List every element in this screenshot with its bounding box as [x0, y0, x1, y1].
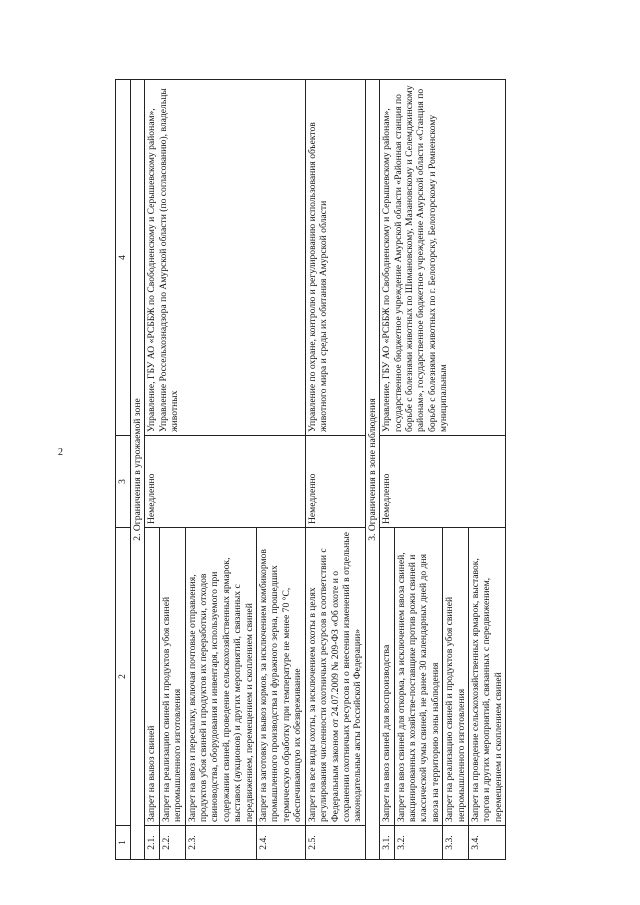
restrictions-table [115, 79, 506, 860]
measure-cell: Запрет на все виды охоты, за исключением охоты в целях регулирования численности охотничьих ресурсов в соответствии с Федеральным законом от 24.07.2009 № 209-ФЗ «Об охоте и о сохранении охотничьих ресурсов и о внесении изменений в отдельные законодательные акты Российской Федерации» [305, 528, 365, 826]
measure-cell: Запрет на проведение сельскохозяйственных ярмарок, выставок, торгов и других мероприятий, связанных с передвижением, перемещением и скоплением свиней [468, 528, 505, 826]
page-number: 2 [58, 447, 63, 458]
row-number: 2.1. [145, 826, 159, 860]
row-number: 2.5. [305, 826, 365, 860]
section-2-title: 2. Ограничения в угрожаемой зоне [131, 80, 145, 860]
row-number: 2.2. [159, 826, 185, 860]
responsible-cell: Управление, ГБУ АО «РСББЖ по Свободненскому и Серышевскому районам», Управление Россельхознадзора по Амурской области (по согласованию), владельцы животных [145, 80, 305, 436]
table-row [380, 80, 394, 860]
rotated-table-container [115, 80, 585, 860]
header-row [116, 80, 131, 860]
measure-cell: Запрет на ввоз и пересылку, включая почтовые отправления, продуктов убоя свиней и продуктов их переработки, отходов свиноводства, оборудования и инвентаря, используемого при содержании свиней, проведение сельскохозяйственных ярмарок, выставок (аукционов) и других мероприятий, связанных с передвижением, перемещением и скоплением свиней [185, 528, 256, 826]
header-col-3: 3 [116, 436, 131, 528]
row-number: 2.4. [257, 826, 306, 860]
deadline-cell: Немедленно [145, 436, 305, 528]
section-3-title: 3. Ограничения в зоне наблюдения [365, 80, 379, 860]
responsible-cell: Управление, ГБУ АО «РСББЖ по Свободненскому и Серышевскому районам», государственное бюджетное учреждение Амурской области «Районная станция по борьбе с болезнями животных по Шимановскому, Мазановскому и Селемджинскому районам», государственное бюджетное учреждение Амурской области «Станция по борьбе с болезнями животных по г. Белогорску, Белогорскому и Ромненскому муниципальным [380, 80, 506, 436]
header-col-4: 4 [116, 80, 131, 436]
table-row [145, 80, 159, 860]
header-col-2: 2 [116, 528, 131, 826]
measure-cell: Запрет на реализацию свиней и продуктов убоя свиней непромышленного изготовления [159, 528, 185, 826]
responsible-cell: Управление по охране, контролю и регулированию использования объектов животного мира и среды их обитания Амурской области [305, 80, 365, 436]
row-number: 3.3. [443, 826, 469, 860]
header-col-1: 1 [116, 826, 131, 860]
table-row [305, 80, 365, 860]
measure-cell: Запрет на заготовку и вывоз кормов, за исключением комбикормов промышленного производства и фуражного зерна, прошедших термическую обработку при температуре не менее 70 °С, обеспечивающую их обезвреживание [257, 528, 306, 826]
row-number: 2.3. [185, 826, 256, 860]
row-number: 3.4. [468, 826, 505, 860]
measure-cell: Запрет на ввоз свиней для воспроизводства [380, 528, 394, 826]
row-number: 3.1. [380, 826, 394, 860]
deadline-cell: Немедленно [305, 436, 365, 528]
measure-cell: Запрет на реализацию свиней и продуктов убоя свиней непромышленного изготовления [443, 528, 469, 826]
measure-cell: Запрет на ввоз свиней для откорма, за исключением ввоза свиней, вакцинированных в хозяйстве-поставщике против рожи свиней и классической чумы свиней, не ранее 30 календарных дней до дня ввоза на территорию зоны наблюдения [394, 528, 443, 826]
section-3-title-row [365, 80, 379, 860]
measure-cell: Запрет на вывоз свиней [145, 528, 159, 826]
row-number: 3.2. [394, 826, 443, 860]
section-2-title-row [131, 80, 145, 860]
deadline-cell: Немедленно [380, 436, 506, 528]
